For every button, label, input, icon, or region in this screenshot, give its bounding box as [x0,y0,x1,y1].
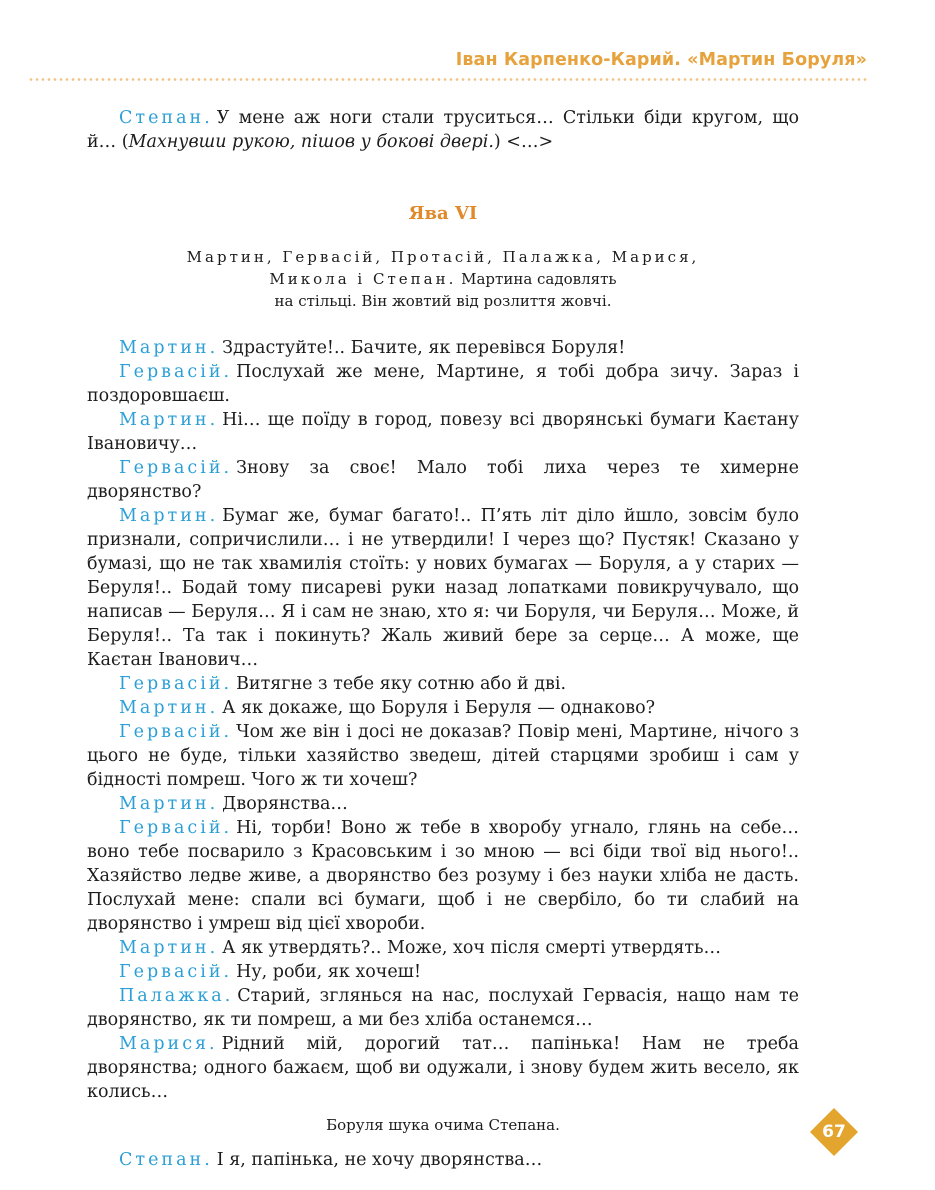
speaker-name: Мартин. [119,410,219,430]
dialogue-replica [87,816,799,936]
replica-text: Дворянства… [222,794,348,814]
speaker-name: Палажка. [119,986,234,1006]
cast-note: Мартина садовлять [456,270,617,288]
replica-text: Рідний мій, дорогий тат… папінька! Нам не треба дворянства; одного бажаєм, щоб ви одужали, і знову будем жить весело, як колись… [87,1034,799,1102]
cast-names: Мартин, Гервасій, Протасій, Палажка, Марися, [186,248,700,266]
dialogue-replica [87,360,799,408]
stage-remark: Боруля шука очима Степана. [326,1116,560,1134]
dialogue-replica [87,984,799,1032]
dialogue-replica [87,504,799,672]
dialogue-replica [87,792,799,816]
replica-text: А як утвердять?.. Може, хоч після смерті утвердять… [222,938,722,958]
speaker-name: Гервасій. [119,722,233,742]
speaker-name: Мартин. [119,794,219,814]
dialogue [87,336,799,1104]
dialogue-replica [87,936,799,960]
speaker-name: Степан. [119,108,213,128]
speaker-name: Мартин. [119,938,219,958]
replica-text: Витягне з тебе яку сотню або й дві. [236,674,567,694]
stage-direction: Махнувши рукою, пішов у бокові двері. [128,132,494,152]
speaker-name: Мартин. [119,338,219,358]
replica-text: ) <…> [493,132,554,152]
replica-text: Старий, зглянься на нас, послухай Гервасія, нащо нам те дворянство, як ти помреш, а ми без хліба останемся… [87,986,799,1030]
scene-title: Ява VI [408,203,478,224]
speaker-name: Марися. [119,1034,218,1054]
running-title: Іван Карпенко-Карий. «Мартин Боруля» [455,50,867,70]
speaker-name: Гервасій. [119,458,233,478]
dialogue-replica [87,408,799,456]
replica-text: Послухай же мене, Мартине, я тобі добра зичу. Зараз і поздоровшаєш. [87,362,799,406]
speaker-name: Мартин. [119,506,219,526]
page-content [87,106,799,1172]
cast-line [87,268,799,290]
dialogue-replica [87,336,799,360]
replica-text: Здрастуйте!.. Бачите, як перевівся Боруля! [222,338,626,358]
replica-text: Чом же він і досі не доказав? Повір мені, Мартине, нічого з цього не буде, тільки хазяйство зведеш, дітей старцями зробиш і сам у бідності помреш. Чого ж ти хочеш? [87,722,799,790]
replica-text: Ні, торби! Воно ж тебе в хворобу угнало, глянь на себе… воно тебе посварило з Красовським і зо мною — всі біди твої від нього!.. Хазяйство ледве живе, а дворянство без розуму і без науки хліба не дасть. Послухай мене: спали всі бумаги, щоб і не свербіло, бо ти слабий на дворянство і умреш від цієї хвороби. [87,818,799,934]
replica-text: Знову за своє! Мало тобі лиха через те химерне дворянство? [87,458,799,502]
replica-text: Ні… ще поїду в город, повезу всі дворянські бумаги Каєтану Івановичу… [87,410,799,454]
dialogue-replica [87,960,799,984]
page-number: 67 [822,1122,846,1142]
page-number-badge [810,1108,858,1156]
speaker-name: Степан. [119,1150,213,1170]
dialogue-replica [87,696,799,720]
closing-paragraph [87,1148,799,1172]
dialogue-replica [87,720,799,792]
speaker-name: Гервасій. [119,674,233,694]
speaker-name: Гервасій. [119,818,233,838]
speaker-name: Гервасій. [119,362,233,382]
replica-text: Ну, роби, як хочеш! [236,962,421,982]
replica-text: А як докаже, що Боруля і Беруля — однаково? [222,698,656,718]
replica-text: Бумаг же, бумаг багато!.. П’ять літ діло йшло, зовсім було признали, сопричислили… і не утвердили! І через що? Пустяк! Сказано у бумазі, що не так хвамилія стоїть: у нових бумагах — Боруля, а у старих — Беруля!.. Бодай тому писареві руки назад лопатками повикручувало, що написав — Беруля… Я і сам не знаю, хто я: чи Боруля, чи Беруля… Може, й Беруля!.. Та так і покинуть? Жаль живий бере за серце… А може, ще Каєтан Іванович… [87,506,799,670]
speaker-name: Гервасій. [119,962,233,982]
replica-text: І я, папінька, не хочу дворянства… [216,1150,543,1170]
cast-names: Микола і Степан. [269,270,457,288]
dialogue-replica [87,672,799,696]
cast-list [87,246,799,312]
cast-note: на стільці. Він жовтий від розлиття жовчі. [274,292,612,310]
dialogue-replica [87,456,799,504]
replica-text: У мене аж ноги стали труситься… Стільки біди кругом, що й… ( [87,108,799,152]
intro-paragraph [87,106,799,154]
dialogue-replica [87,1032,799,1104]
speaker-name: Мартин. [119,698,219,718]
dotted-divider [28,78,867,81]
